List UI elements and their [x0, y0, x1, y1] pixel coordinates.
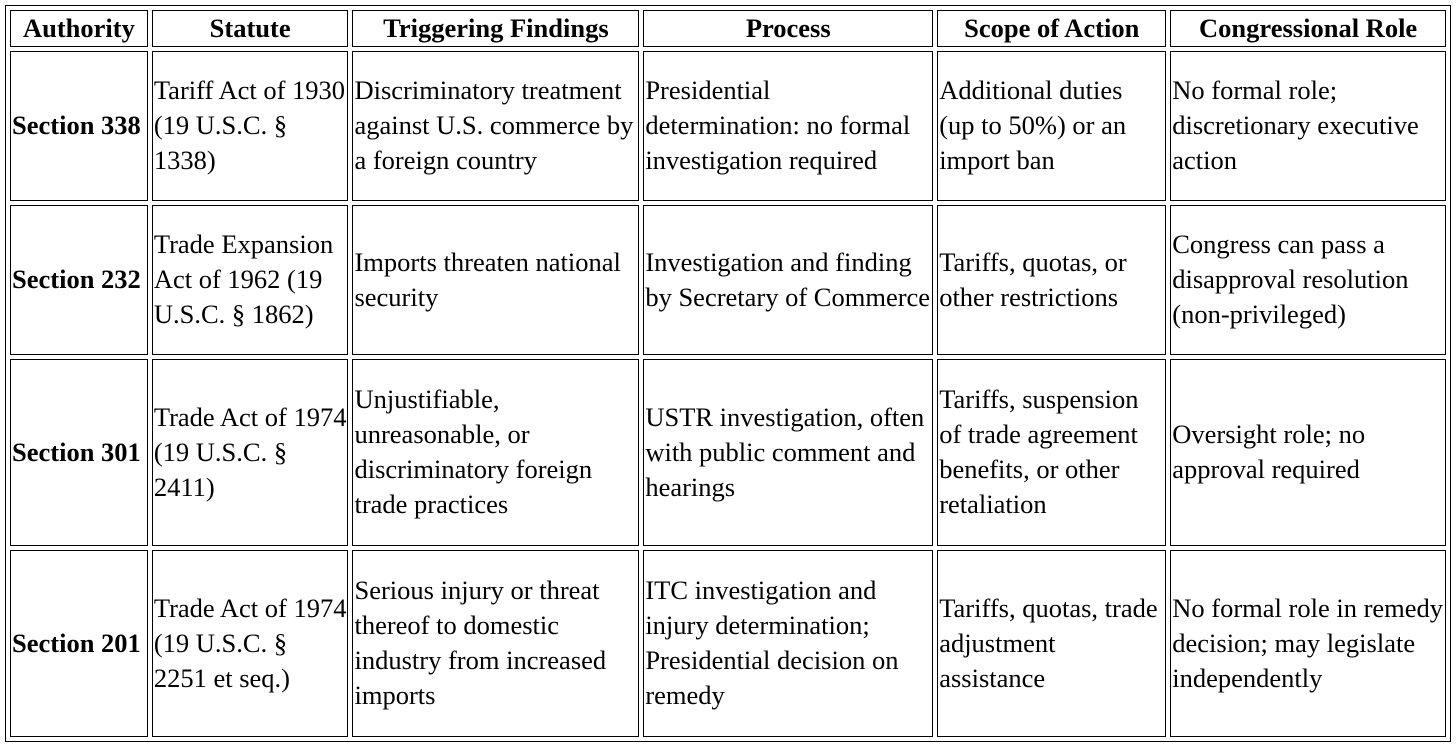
authority-cell: Section 201: [10, 550, 148, 737]
header-authority: Authority: [10, 10, 148, 47]
header-congressional-role: Congressional Role: [1170, 10, 1446, 47]
scope-cell: Tariffs, suspension of trade agreement benefits, or other retaliation: [937, 359, 1166, 546]
scope-cell: Tariffs, quotas, trade adjustment assistance: [937, 550, 1166, 737]
statute-cell: Trade Act of 1974 (19 U.S.C. § 2251 et seq.): [152, 550, 349, 737]
table-row: [10, 51, 1446, 201]
statute-cell: Trade Act of 1974 (19 U.S.C. § 2411): [152, 359, 349, 546]
table-row: [10, 205, 1446, 355]
header-row: [10, 10, 1446, 47]
header-statute: Statute: [152, 10, 349, 47]
trade-authorities-table: [5, 5, 1451, 742]
header-scope-of-action: Scope of Action: [937, 10, 1166, 47]
findings-cell: Imports threaten national security: [352, 205, 639, 355]
statute-cell: Trade Expansion Act of 1962 (19 U.S.C. § 1862): [152, 205, 349, 355]
scope-cell: Additional duties (up to 50%) or an import ban: [937, 51, 1166, 201]
statute-cell: Tariff Act of 1930 (19 U.S.C. § 1338): [152, 51, 349, 201]
congressional-role-cell: No formal role; discretionary executive action: [1170, 51, 1446, 201]
table-row: [10, 359, 1446, 546]
process-cell: ITC investigation and injury determination; Presidential decision on remedy: [643, 550, 933, 737]
process-cell: Investigation and finding by Secretary of Commerce: [643, 205, 933, 355]
process-cell: Presidential determination: no formal investigation required: [643, 51, 933, 201]
scope-cell: Tariffs, quotas, or other restrictions: [937, 205, 1166, 355]
findings-cell: Discriminatory treatment against U.S. commerce by a foreign country: [352, 51, 639, 201]
congressional-role-cell: No formal role in remedy decision; may legislate independently: [1170, 550, 1446, 737]
authority-cell: Section 232: [10, 205, 148, 355]
header-process: Process: [643, 10, 933, 47]
authority-cell: Section 338: [10, 51, 148, 201]
findings-cell: Unjustifiable, unreasonable, or discriminatory foreign trade practices: [352, 359, 639, 546]
authority-cell: Section 301: [10, 359, 148, 546]
header-triggering-findings: Triggering Findings: [352, 10, 639, 47]
congressional-role-cell: Congress can pass a disapproval resolution (non-privileged): [1170, 205, 1446, 355]
process-cell: USTR investigation, often with public comment and hearings: [643, 359, 933, 546]
congressional-role-cell: Oversight role; no approval required: [1170, 359, 1446, 546]
findings-cell: Serious injury or threat thereof to domestic industry from increased imports: [352, 550, 639, 737]
table-row: [10, 550, 1446, 737]
